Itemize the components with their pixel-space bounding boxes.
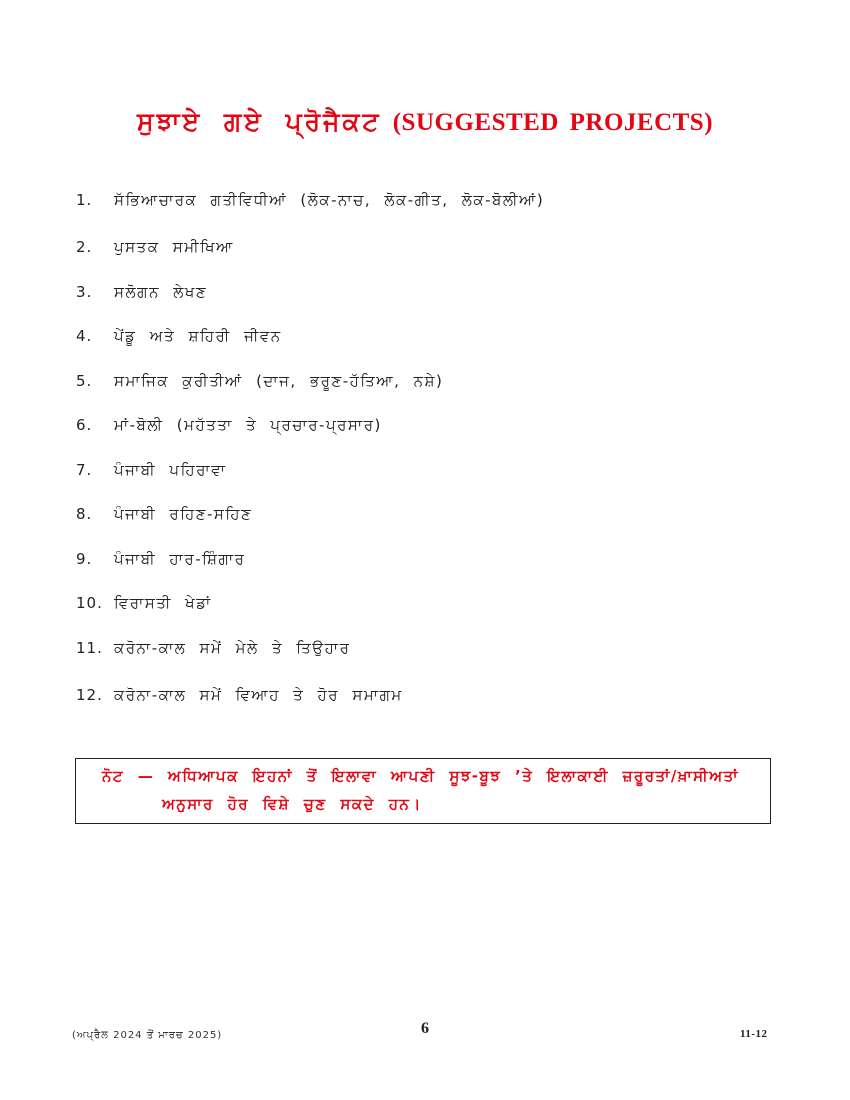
item-text: ਸਮਾਜਿਕ ਕੁਰੀਤੀਆਂ (ਦਾਜ, ਭਰੂਣ-ਹੱਤਿਆ, ਨਸ਼ੇ) (114, 372, 444, 390)
list-item (76, 321, 282, 351)
item-text: ਵਿਰਾਸਤੀ ਖੇਡਾਂ (114, 594, 212, 612)
page-number: 6 (421, 1020, 429, 1037)
list-item (76, 232, 234, 262)
item-text: ਕਰੋਨਾ-ਕਾਲ ਸਮੇਂ ਵਿਆਹ ਤੇ ਹੋਰ ਸਮਾਗਮ (114, 686, 403, 704)
title-punjabi: ਸੁਝਾਏ ਗਏ ਪ੍ਰੋਜੈਕਟ (136, 107, 382, 136)
item-text: ਪੰਜਾਬੀ ਪਹਿਰਾਵਾ (114, 461, 227, 479)
item-number: 5. (76, 372, 93, 390)
item-number: 3. (76, 283, 93, 301)
list-item (76, 588, 212, 618)
item-text: ਪੰਜਾਬੀ ਰਹਿਣ-ਸਹਿਣ (114, 505, 253, 523)
list-item (76, 366, 443, 396)
footer-class-range: 11-12 (740, 1028, 768, 1040)
list-item (76, 499, 252, 529)
note-line-2: ਅਨੁਸਾਰ ਹੋਰ ਵਿਸ਼ੇ ਚੁਣ ਸਕਦੇ ਹਨ। (162, 795, 422, 813)
footer-date-range: (ਅਪ੍ਰੈਲ 2024 ਤੋਂ ਮਾਰਚ 2025) (72, 1030, 223, 1041)
item-number: 6. (76, 416, 93, 434)
item-number: 10. (76, 594, 103, 612)
item-text: ਪੁਸਤਕ ਸਮੀਖਿਆ (114, 238, 234, 256)
item-number: 11. (76, 639, 103, 657)
item-text: ਕਰੋਨਾ-ਕਾਲ ਸਮੇਂ ਮੇਲੇ ਤੇ ਤਿਉਹਾਰ (114, 639, 351, 657)
list-item (76, 680, 403, 710)
list-item (76, 455, 226, 485)
item-text: ਸੱਭਿਆਚਾਰਕ ਗਤੀਵਿਧੀਆਂ (ਲੋਕ-ਨਾਚ, ਲੋਕ-ਗੀਤ, ਲੋਕ-ਬੋਲੀਆਂ) (114, 191, 545, 209)
item-number: 8. (76, 505, 93, 523)
list-item (76, 544, 245, 574)
note-line-1: ਨੋਟ — ਅਧਿਆਪਕ ਇਹਨਾਂ ਤੋਂ ਇਲਾਵਾ ਆਪਣੀ ਸੂਝ-ਬੂਝ ’ਤੇ ਇਲਾਕਾਈ ਜ਼ਰੂਰਤਾਂ/ਖ਼ਾਸੀਅਤਾਂ (102, 767, 739, 785)
item-number: 12. (76, 686, 103, 704)
page-title (0, 100, 850, 138)
item-number: 4. (76, 327, 93, 345)
item-number: 1. (76, 191, 93, 209)
list-item (76, 410, 382, 440)
list-item (76, 277, 207, 307)
title-english: (SUGGESTED PROJECTS) (392, 109, 714, 136)
item-text: ਪੇਂਡੂ ਅਤੇ ਸ਼ਹਿਰੀ ਜੀਵਨ (114, 327, 282, 345)
note-box (75, 758, 771, 824)
item-number: 2. (76, 238, 93, 256)
item-text: ਸਲੋਗਨ ਲੇਖਣ (114, 283, 208, 301)
item-number: 7. (76, 461, 93, 479)
list-item (76, 185, 544, 215)
item-text: ਪੰਜਾਬੀ ਹਾਰ-ਸ਼ਿੰਗਾਰ (114, 550, 246, 568)
item-number: 9. (76, 550, 93, 568)
item-text: ਮਾਂ-ਬੋਲੀ (ਮਹੱਤਤਾ ਤੇ ਪ੍ਰਚਾਰ-ਪ੍ਰਸਾਰ) (114, 416, 382, 434)
list-item (76, 633, 350, 663)
